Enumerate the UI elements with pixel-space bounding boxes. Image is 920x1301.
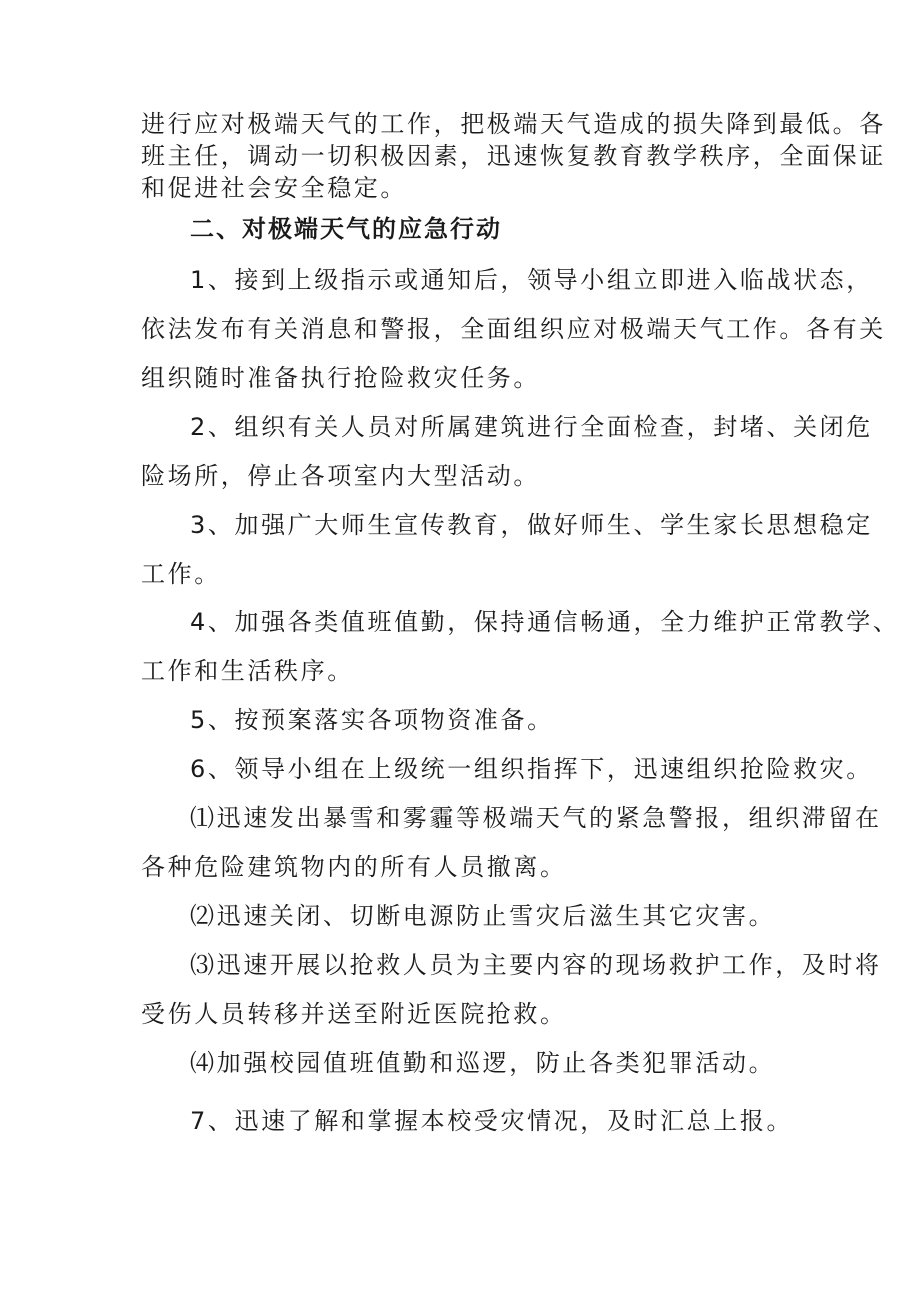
subitem-3-line-1: ⑶迅速开展以抢救人员为主要内容的现场救护工作，及时将 [190,951,882,979]
item-6-line-1: 6、领导小组在上级统一组织指挥下，迅速组织抢险救灾。 [190,755,873,783]
subitem-2-line-1: ⑵迅速关闭、切断电源防止雪灾后滋生其它灾害。 [190,902,776,930]
subitem-1-line-2: 各种危险建筑物内的所有人员撤离。 [141,853,567,881]
subitem-1-line-1: ⑴迅速发出暴雪和雾霾等极端天气的紧急警报，组织滞留在 [190,804,882,832]
item-5-line-1: 5、按预案落实各项物资准备。 [190,706,554,734]
item-1-line-1: 1、接到上级指示或通知后，领导小组立即进入临战状态， [190,266,873,294]
section-heading: 二、对极端天气的应急行动 [190,215,502,243]
item-3-line-2: 工作。 [141,560,221,588]
subitem-4-line-1: ⑷加强校园值班值勤和巡逻，防止各类犯罪活动。 [190,1049,776,1077]
item-1-line-2: 依法发布有关消息和警报，全面组织应对极端天气工作。各有关 [141,315,886,343]
item-2-line-1: 2、组织有关人员对所属建筑进行全面检查，封堵、关闭危 [190,413,873,441]
item-2-line-2: 险场所，停止各项室内大型活动。 [141,462,540,490]
intro-line-3: 和促进社会安全稳定。 [141,174,407,202]
item-3-line-1: 3、加强广大师生宣传教育，做好师生、学生家长思想稳定 [190,511,873,539]
intro-line-2: 班主任，调动一切积极因素，迅速恢复教育教学秩序，全面保证 [141,142,886,170]
item-4-line-2: 工作和生活秩序。 [141,657,354,685]
subitem-3-line-2: 受伤人员转移并送至附近医院抢救。 [141,1000,567,1028]
item-7-line-1: 7、迅速了解和掌握本校受灾情况，及时汇总上报。 [190,1107,794,1135]
intro-line-1: 进行应对极端天气的工作，把极端天气造成的损失降到最低。各 [141,110,886,138]
item-4-line-1: 4、加强各类值班值勤，保持通信畅通，全力维护正常教学、 [190,608,900,636]
item-1-line-3: 组织随时准备执行抢险救灾任务。 [141,364,540,392]
